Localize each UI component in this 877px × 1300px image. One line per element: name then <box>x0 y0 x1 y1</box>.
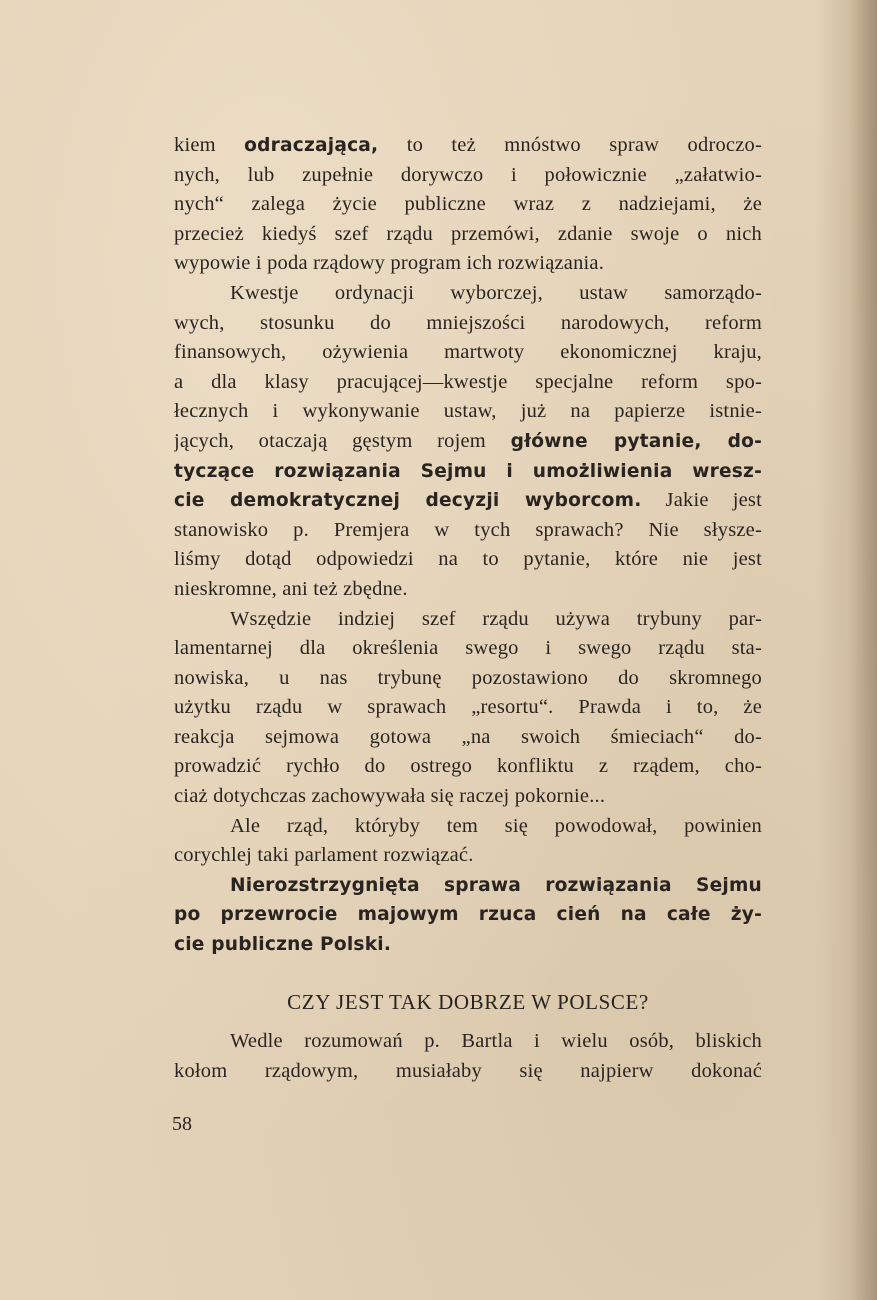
text-line: liśmy dotąd odpowiedzi na to pytanie, które nie jest <box>174 548 762 571</box>
text-line <box>174 131 762 161</box>
page-edge-shadow <box>849 0 877 1300</box>
main-text-block <box>174 131 762 960</box>
section-heading: CZY JEST TAK DOBRZE W POLSCE? <box>287 990 649 1014</box>
text-line: a dla klasy pracującej—kwestje specjalne reform spo- <box>174 370 762 393</box>
text-line: corychlej taki parlament rozwiązać. <box>174 844 474 867</box>
page-number: 58 <box>172 1113 192 1135</box>
text-line <box>174 486 762 516</box>
text-line: Nierozstrzygnięta sprawa rozwiązania Sejmu <box>230 874 762 896</box>
text-line: lamentarnej dla określenia swego i swego rządu sta- <box>174 637 762 660</box>
text-line: Kwestje ordynacji wyborczej, ustaw samorządo- <box>230 281 762 304</box>
bold-text-run: odraczająca, <box>244 135 379 156</box>
text-line: użytku rządu w sprawach „resortu“. Prawda i to, że <box>174 696 762 719</box>
text-line: finansowych, ożywienia martwoty ekonomicznej kraju, <box>174 341 762 364</box>
text-run: kiem <box>174 134 245 156</box>
text-run: jących, otaczają gęstym rojem <box>174 429 511 452</box>
text-line: łecznych i wykonywanie ustaw, już na papierze istnie- <box>174 400 762 423</box>
text-line: przecież kiedyś szef rządu przemówi, zdanie swoje o nich <box>174 222 762 245</box>
text-line: Ale rząd, któryby tem się powodował, powinien <box>230 814 762 837</box>
bold-text-run: główne pytanie, do- <box>510 430 762 452</box>
text-line: kołom rządowym, musiałaby się najpierw dokonać <box>174 1059 762 1082</box>
text-line: Wszędzie indziej szef rządu używa trybuny par- <box>230 607 762 630</box>
text-line: nowiska, u nas trybunę pozostawiono do skromnego <box>174 666 762 689</box>
text-line: ciaż dotychczas zachowywała się raczej pokornie... <box>174 785 606 808</box>
text-line: Wedle rozumowań p. Bartla i wielu osób, bliskich <box>230 1030 762 1052</box>
text-line: prowadzić rychło do ostrego konfliktu z rządem, cho- <box>174 755 762 778</box>
text-run: to też mnóstwo spraw odroczo- <box>378 134 762 156</box>
section-text-block <box>174 1027 762 1086</box>
text-line: reakcja sejmowa gotowa „na swoich śmieciach“ do- <box>174 725 762 748</box>
text-line: cie publiczne Polski. <box>174 934 392 956</box>
text-line: wych, stosunku do mniejszości narodowych, reform <box>174 311 762 334</box>
text-line: nieskromne, ani też zbędne. <box>174 577 408 600</box>
bold-text-run: cie demokratycznej decyzji wyborcom. <box>174 490 642 512</box>
text-line: po przewrocie majowym rzuca cień na całe ży- <box>174 904 762 926</box>
text-line: tyczące rozwiązania Sejmu i umożliwienia wresz- <box>174 460 762 482</box>
text-line: nych, lub zupełnie dorywczo i połowicznie „załatwio- <box>174 163 762 186</box>
text-line: wypowie i poda rządowy program ich rozwiązania. <box>174 252 605 275</box>
text-line <box>174 427 762 457</box>
text-line: nych“ zalega życie publiczne wraz z nadziejami, że <box>174 193 762 216</box>
text-run: Jakie jest <box>641 489 762 512</box>
text-line: stanowisko p. Premjera w tych sprawach? Nie słysze- <box>174 518 762 541</box>
